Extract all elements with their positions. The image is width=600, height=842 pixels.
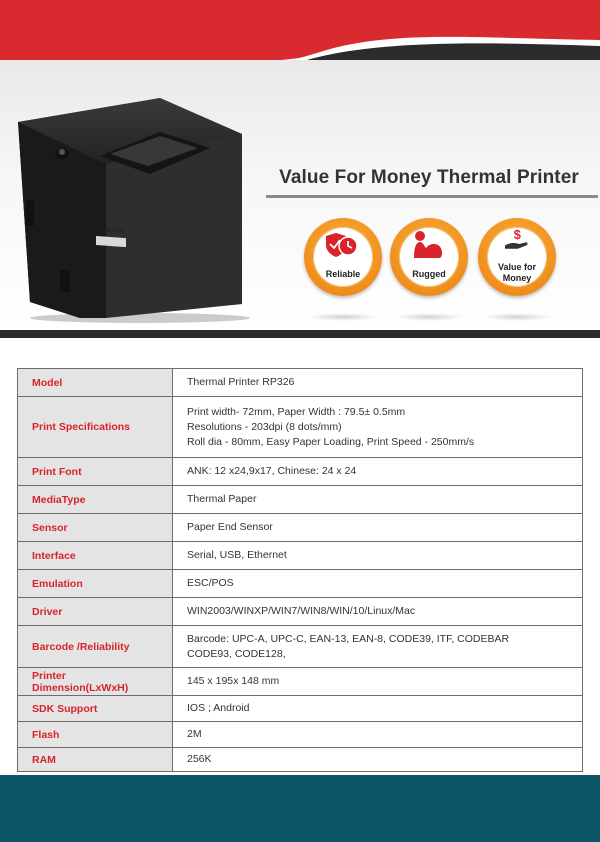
table-row [18,626,583,668]
table-row [18,748,583,772]
spec-label: Barcode /Reliability [18,626,173,668]
spec-label: Printer Dimension(LxWxH) [18,668,173,696]
badge-value-for-money [478,218,556,296]
spec-value: Serial, USB, Ethernet [173,542,583,570]
table-row [18,668,583,696]
table-row [18,542,583,570]
dollar-hand-icon [498,228,536,252]
spec-label: Driver [18,598,173,626]
table-row [18,570,583,598]
spec-value-line: Roll dia - 80mm, Easy Paper Loading, Print Speed - 250mm/s [187,435,475,448]
table-row [18,598,583,626]
badge-reliable [304,218,382,296]
spec-value: ANK: 12 x24,9x17, Chinese: 24 x 24 [173,458,583,486]
badge-label-value-line2: Money [502,273,532,283]
thermal-printer-image [10,92,260,324]
table-row [18,696,583,722]
table-row [18,486,583,514]
spec-value: Thermal Paper [173,486,583,514]
spec-label: Print Font [18,458,173,486]
spec-value [173,397,583,458]
spec-label: Emulation [18,570,173,598]
spec-label: MediaType [18,486,173,514]
spec-value-line: Print width- 72mm, Paper Width : 79.5± 0.5mm [187,405,406,418]
muscle-arm-icon [410,230,448,260]
title-underline [266,195,598,198]
spec-value: Thermal Printer RP326 [173,369,583,397]
spec-value-line: Resolutions - 203dpi (8 dots/mm) [187,420,342,433]
spec-label: RAM [18,748,173,772]
table-row [18,369,583,397]
spec-value: WIN2003/WINXP/WIN7/WIN8/WIN/10/Linux/Mac [173,598,583,626]
footer-band [0,775,600,842]
spec-value [173,626,583,668]
spec-label: Flash [18,722,173,748]
spec-value-line: CODE93, CODE128, [187,647,286,660]
hero-bottom-divider [0,330,600,338]
table-row [18,458,583,486]
spec-value-line: Barcode: UPC-A, UPC-C, EAN-13, EAN-8, CODE39, ITF, CODEBAR [187,632,510,645]
clock-shield-icon [324,230,362,260]
badge-rugged [390,218,468,296]
table-row [18,722,583,748]
spec-value: ESC/POS [173,570,583,598]
badge-label-reliable: Reliable [325,269,361,279]
spec-label: Interface [18,542,173,570]
badge-label-value-line1: Value for [497,262,536,272]
badge-shadow [482,313,552,321]
printer-brand-logo: RUGTEK [98,227,124,235]
spec-value: IOS ; Android [173,696,583,722]
svg-text:$: $ [513,228,521,243]
page-title: Value For Money Thermal Printer [279,167,579,188]
spec-label: SDK Support [18,696,173,722]
spec-value: 256K [173,748,583,772]
badge-shadow [394,313,464,321]
spec-label: Model [18,369,173,397]
badge-label-rugged: Rugged [412,269,446,279]
badge-shadow [308,313,378,321]
feature-badges [300,218,600,328]
spec-value: 2M [173,722,583,748]
specifications-table [17,368,583,772]
spec-value: 145 x 195x 148 mm [173,668,583,696]
spec-value: Paper End Sensor [173,514,583,542]
table-row [18,397,583,458]
spec-label: Print Specifications [18,397,173,458]
spec-label: Sensor [18,514,173,542]
table-row [18,514,583,542]
